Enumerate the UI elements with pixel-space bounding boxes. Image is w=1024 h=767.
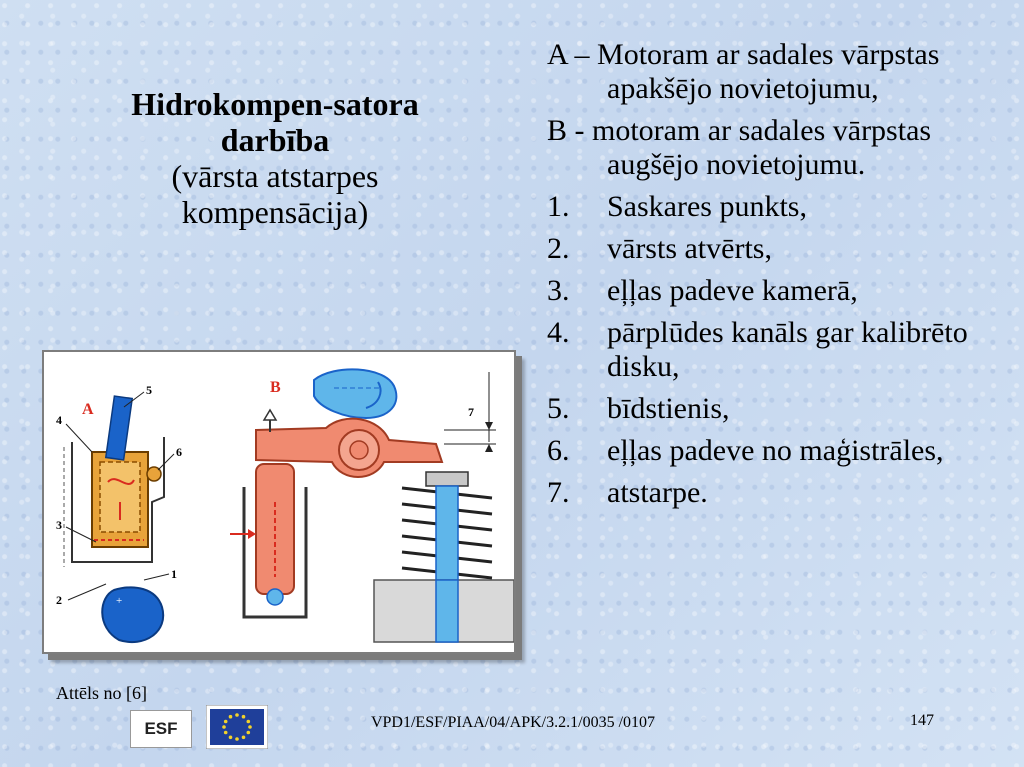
variant-a <box>56 383 182 642</box>
up-arrow-head <box>264 410 276 420</box>
callout-7: 7 <box>468 405 474 419</box>
callout-line-6 <box>158 454 174 470</box>
legend-marker: 4. <box>547 316 570 349</box>
rocker-shaft <box>350 441 368 459</box>
legend-text: eļļas padeve no maģistrāles, <box>607 434 944 467</box>
slide-title <box>110 86 440 230</box>
legend-item-7 <box>545 476 1015 510</box>
gap-arrow-up <box>485 444 493 452</box>
variant-b <box>230 369 514 642</box>
lifter-chamber <box>100 462 140 532</box>
callout-line-1 <box>144 574 169 580</box>
legend-text: eļļas padeve kamerā, <box>607 274 858 307</box>
legend-marker: 1. <box>547 190 570 223</box>
page-number: 147 <box>910 712 934 729</box>
callout-6: 6 <box>176 445 182 459</box>
legend-marker: 3. <box>547 274 570 307</box>
legend-item-b <box>545 114 1015 182</box>
check-ball <box>267 589 283 605</box>
legend-text: Saskares punkts, <box>607 190 807 223</box>
camshaft-b <box>314 369 396 418</box>
legend-text: atstarpe. <box>607 476 708 509</box>
esf-logo <box>130 710 192 748</box>
legend-marker: 6. <box>547 434 570 467</box>
oil-inlet-head <box>248 529 256 539</box>
legend-text: motoram ar sadales vārpstas augšējo novietojumu. <box>592 114 932 181</box>
legend-text: bīdstienis, <box>607 392 730 425</box>
cam-center-mark: + <box>116 595 123 607</box>
legend-item-3 <box>545 274 1015 308</box>
legend-item-6 <box>545 434 1015 468</box>
legend-item-a <box>545 38 1015 106</box>
legend-marker: 2. <box>547 232 570 265</box>
valve-guide <box>436 580 458 642</box>
gap-arrow-down <box>485 422 493 430</box>
callout-5: 5 <box>146 383 152 397</box>
callout-3: 3 <box>56 518 62 532</box>
hydraulic-lifter-diagram <box>42 350 516 654</box>
esf-logo-text: ESF <box>144 719 178 738</box>
legend-text: Motoram ar sadales vārpstas apakšējo novietojumu, <box>597 38 940 105</box>
eu-flag-logo <box>206 705 268 749</box>
callout-line-4 <box>66 424 92 452</box>
diagram-svg <box>44 352 514 652</box>
pushrod <box>106 396 132 460</box>
legend-item-2 <box>545 232 1015 266</box>
label-b: B <box>270 379 281 396</box>
title-bold: Hidrokompen-satora darbība <box>131 86 419 158</box>
callout-1: 1 <box>171 567 177 581</box>
legend-marker: B - <box>547 114 585 147</box>
legend-text: vārsts atvērts, <box>607 232 772 265</box>
legend-text: pārplūdes kanāls gar kalibrēto disku, <box>607 316 968 383</box>
legend-item-4 <box>545 316 1015 384</box>
title-subtitle: (vārsta atstarpes kompensācija) <box>171 158 379 230</box>
legend-item-5 <box>545 392 1015 426</box>
callout-4: 4 <box>56 413 62 427</box>
label-a: A <box>82 401 94 418</box>
legend-marker: 5. <box>547 392 570 425</box>
callout-line-2 <box>68 584 106 600</box>
cam-a <box>102 587 163 642</box>
legend-marker: 7. <box>547 476 570 509</box>
spring-retainer <box>426 472 468 486</box>
legend-list <box>545 38 1015 518</box>
callout-2: 2 <box>56 593 62 607</box>
legend-marker: A – <box>547 38 590 71</box>
legend-item-1 <box>545 190 1015 224</box>
document-code: VPD1/ESF/PIAA/04/APK/3.2.1/0035 /0107 <box>370 714 656 731</box>
figure-caption: Attēls no [6] <box>56 683 147 703</box>
